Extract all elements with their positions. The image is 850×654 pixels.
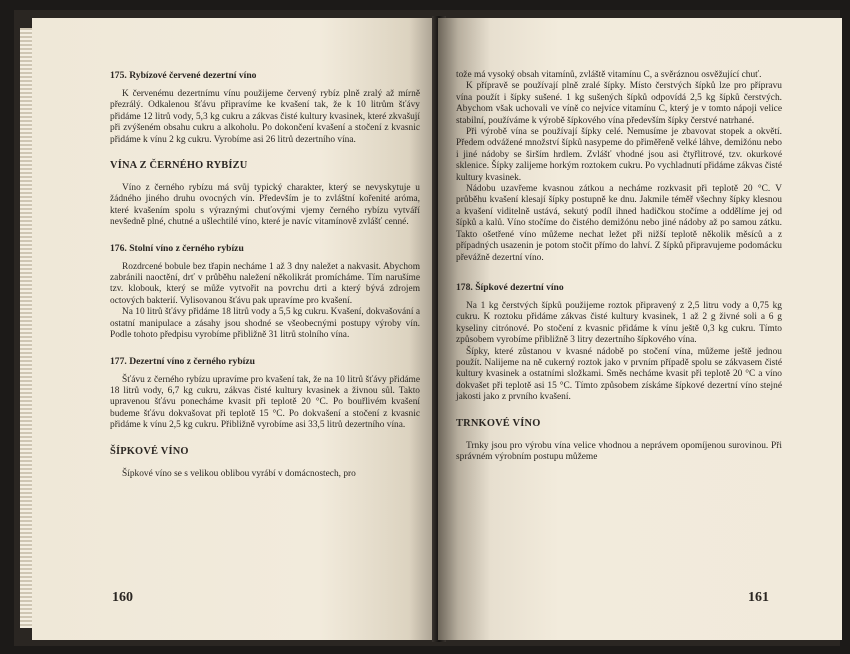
page-number: 161	[748, 590, 769, 605]
chapter-heading: VÍNA Z ČERNÉHO RYBÍZU	[110, 160, 248, 172]
section-177	[110, 356, 420, 432]
paragraph: Při výrobě vína se používají šípky celé. Nemusíme je zbavovat stopek a okvětí. Předem odvážené množství šípků nasypeme do přiměřeně velké láhve, demižónu nebo i jiné nádoby se širším hrdlem. Zvlášť vhodné jsou asi čtyřlitrové, tzv. okurkové sklenice. Šípky zalijeme horkým roztokem cukru. Po vychladnutí přidáme zákvas čisté kultury kvasinek.	[456, 127, 782, 183]
paragraph: Šípkové víno se s velikou oblibou vyrábí v domácnostech, pro	[122, 468, 356, 479]
paragraph: Víno z černého rybízu má svůj typický charakter, který se nevyskytuje u žádného jiného druhu ovocných vín. Především je to zvláštní kořenité aróma, které kvašením spolu s výraznými chuťovými vjemy černého rybízu vytváří nevšedně plné, chutné a ušlechtilé víno, které je navíc vitamínově zvlášť cenné.	[110, 183, 420, 228]
chapter-intro	[110, 183, 420, 229]
section-title: 176. Stolní víno z černého rybízu	[110, 242, 244, 254]
page-number: 160	[112, 590, 133, 605]
section-176	[110, 243, 420, 342]
left-page	[32, 18, 442, 640]
section-title: 178. Šípkové dezertní víno	[456, 281, 564, 293]
paragraph: Na 10 litrů šťávy přidáme 18 litrů vody a 5,5 kg cukru. Kvašení, dokvašování a ostatní manipulace a zásahy jsou shodné se všeobecnými postupy výroby vín. Podle tohoto předpisu vyrobíme přibližně 31 litrů stolního vína.	[110, 307, 420, 341]
paragraph: K přípravě se používají plně zralé šípky. Místo čerstvých šípků lze pro přípravu vína použít i šípky sušené. 1 kg sušených šípků odpovídá 2,5 kg šípků čerstvých. Abychom však uchovali ve víně co nejvíce vitamínu C, který je v tomto nápoji velice stabilní, používáme k výrobě šípkového vína především šípky čerstvé natrhané.	[456, 81, 782, 126]
paragraph: K červenému dezertnímu vínu použijeme červený rybíz plně zralý až mírně přezrálý. Odkalenou šťávu připravíme ke kvašení tak, že k 10 litrům šťávy přidáme 12 litrů vody, 5,3 kg cukru a zákvas čisté kultury kvasinek, které zkvašují při zvýšeném obsahu cukru a alkoholu. Po dokončení kvašení a stočení z kvasnic přidáme k vínu 2 kg cukru. Vyrobíme asi 26 litrů dezertního vína.	[110, 89, 420, 145]
right-page	[438, 18, 842, 640]
section-175	[110, 70, 420, 146]
chapter-heading: TRNKOVÉ VÍNO	[456, 417, 541, 429]
chapter-heading: ŠÍPKOVÉ VÍNO	[110, 445, 189, 457]
paragraph: Trnky jsou pro výrobu vína velice vhodnou a neprávem opomíjenou surovinou. Při správném výrobním postupu můžeme	[456, 440, 782, 462]
paragraph: Nádobu uzavřeme kvasnou zátkou a necháme rozkvasit při teplotě 20 °C. V průběhu kvašení klesají šípky postupně ke dnu. Jakmile téměř všechny šípky klesnou a kvašení viditelně ustává, sekutý podíl ihned hadičkou stočíme a oddělíme jej od šípků a kalů. Víno stočíme do čistého demižónu nebo jiné nádoby až po samou zátku. Takto ošetřené víno můžeme nechat ležet při nižší teplotě několik měsíců a z případných usazenin je potom stočit přímo do lahví. Z šípků připravujeme podomácku převážně dezertní víno.	[456, 184, 782, 263]
open-book	[14, 10, 840, 646]
paragraph: Na 1 kg čerstvých šípků použijeme roztok připravený z 2,5 litru vody a 0,75 kg cukru. K roztoku přidáme zákvas čisté kultury kvasinek, 1 až 2 g živné soli a 6 g kyseliny citrónové. Po stočení z kvasnic přidáme k vínu ještě 0,3 kg cukru. Tímto způsobem vyrobíme přibližně 3 litry dezertního šípkového vína.	[456, 300, 782, 346]
paragraph: Rozdrcené bobule bez třapin necháme 1 až 3 dny naležet a nakvasit. Abychom zabránili naoctění, drť v průběhu naležení několikrát promícháme. Tím narušíme tzv. klobouk, který se může vytvořit na povrchu drti a který bývá zdrojem octových bakterií. Vylisovanou šťávu pak upravíme pro kvašení.	[110, 261, 420, 306]
paragraph: Šípky, které zůstanou v kvasné nádobě po stočení vína, můžeme ještě jednou použít. Nalijeme na ně cukerný roztok jako v prvním případě spolu se zákvasem čisté kultury kvasinek a ostatními složkami. Směs necháme kvasit při teplotě 20 °C a víno dokvašet při teplotě asi 15 °C. Tímto způsobem získáme šípkové dezertní víno stejné jakosti jako z prvního kvašení.	[456, 346, 782, 403]
paragraph: tože má vysoký obsah vitamínů, zvláště vitamínu C, a svěráznou osvěžující chuť.	[456, 70, 762, 80]
section-title: 175. Rybízové červené dezertní víno	[110, 70, 257, 81]
paragraph: Šťávu z černého rybízu upravíme pro kvašení tak, že na 10 litrů šťávy přidáme 18 litrů vody, 6,7 kg cukru, zákvas čisté kultury kvasinek a živnou sůl. Takto upravenou šťávu ponecháme kvasit při teplotě 20 °C. Po bouřlivém kvašení budeme šťávu dokvašovat při teplotě 15 °C. Po dokvašení a stočení z kvasnic přidáme k vínu 2,5 kg cukru. Přibližně vyrobíme asi 33,5 litrů dezertního vína.	[110, 374, 420, 431]
section-178	[456, 282, 782, 404]
section-title: 177. Dezertní víno z černého rybízu	[110, 355, 255, 367]
